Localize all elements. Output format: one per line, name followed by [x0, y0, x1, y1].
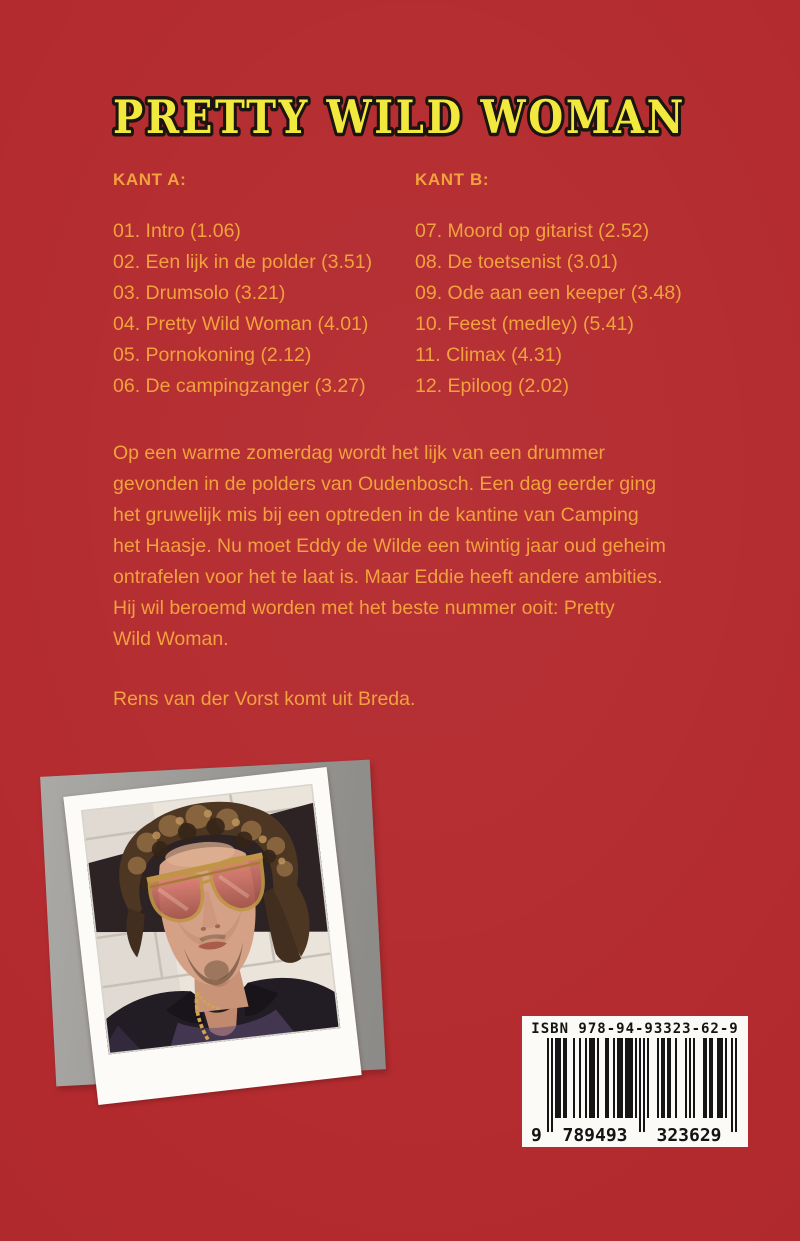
author-note: Rens van der Vorst komt uit Breda.: [113, 688, 416, 710]
tracklist-side-b: [415, 170, 682, 402]
synopsis-line: Hij wil beroemd worden met het beste nummer ooit: Pretty: [113, 597, 615, 619]
synopsis-line: gevonden in de polders van Oudenbosch. Een dag eerder ging: [113, 473, 657, 495]
ean-barcode: [529, 1038, 741, 1144]
track-item: 12. Epiloog (2.02): [415, 375, 569, 397]
title-text: PRETTY WILD WOMAN: [113, 90, 686, 144]
track-item: 01. Intro (1.06): [113, 220, 241, 242]
synopsis: [113, 438, 666, 655]
isbn-barcode: [522, 1016, 748, 1147]
side-b-tracks: [415, 216, 682, 402]
polaroid-frame: [63, 767, 361, 1105]
track-item: 07. Moord op gitarist (2.52): [415, 220, 650, 242]
barcode-digit-left: 9: [531, 1125, 542, 1144]
portrait-photo: [81, 784, 340, 1055]
track-item: 09. Ode aan een keeper (3.48): [415, 282, 682, 304]
synopsis-line: het Haasje. Nu moet Eddy de Wilde een twintig jaar oud geheim: [113, 535, 666, 557]
synopsis-line: ontrafelen voor het te laat is. Maar Eddie heeft andere ambities.: [113, 566, 663, 588]
track-item: 11. Climax (4.31): [415, 344, 563, 366]
track-item: 08. De toetsenist (3.01): [415, 251, 618, 273]
page-title: [0, 86, 800, 158]
synopsis-line: Wild Woman.: [113, 628, 229, 650]
barcode-bars: [547, 1038, 737, 1132]
barcode-digit-group1: 789493: [562, 1125, 628, 1144]
synopsis-line: het gruwelijk mis bij een optreden in de kantine van Camping: [113, 504, 639, 526]
track-item: 04. Pretty Wild Woman (4.01): [113, 313, 369, 335]
side-a-tracks: [113, 216, 372, 402]
track-item: 10. Feest (medley) (5.41): [415, 313, 634, 335]
side-b-heading: KANT B:: [415, 170, 490, 189]
tracklist-side-a: [113, 170, 372, 402]
track-item: 06. De campingzanger (3.27): [113, 375, 366, 397]
track-item: 02. Een lijk in de polder (3.51): [113, 251, 373, 273]
barcode-digit-group2: 323629: [656, 1125, 722, 1144]
track-item: 05. Pornokoning (2.12): [113, 344, 312, 366]
synopsis-line: Op een warme zomerdag wordt het lijk van een drummer: [113, 442, 606, 464]
track-item: 03. Drumsolo (3.21): [113, 282, 286, 304]
side-a-heading: KANT A:: [113, 170, 187, 189]
isbn-label: ISBN 978-94-93323-62-9: [531, 1021, 739, 1037]
